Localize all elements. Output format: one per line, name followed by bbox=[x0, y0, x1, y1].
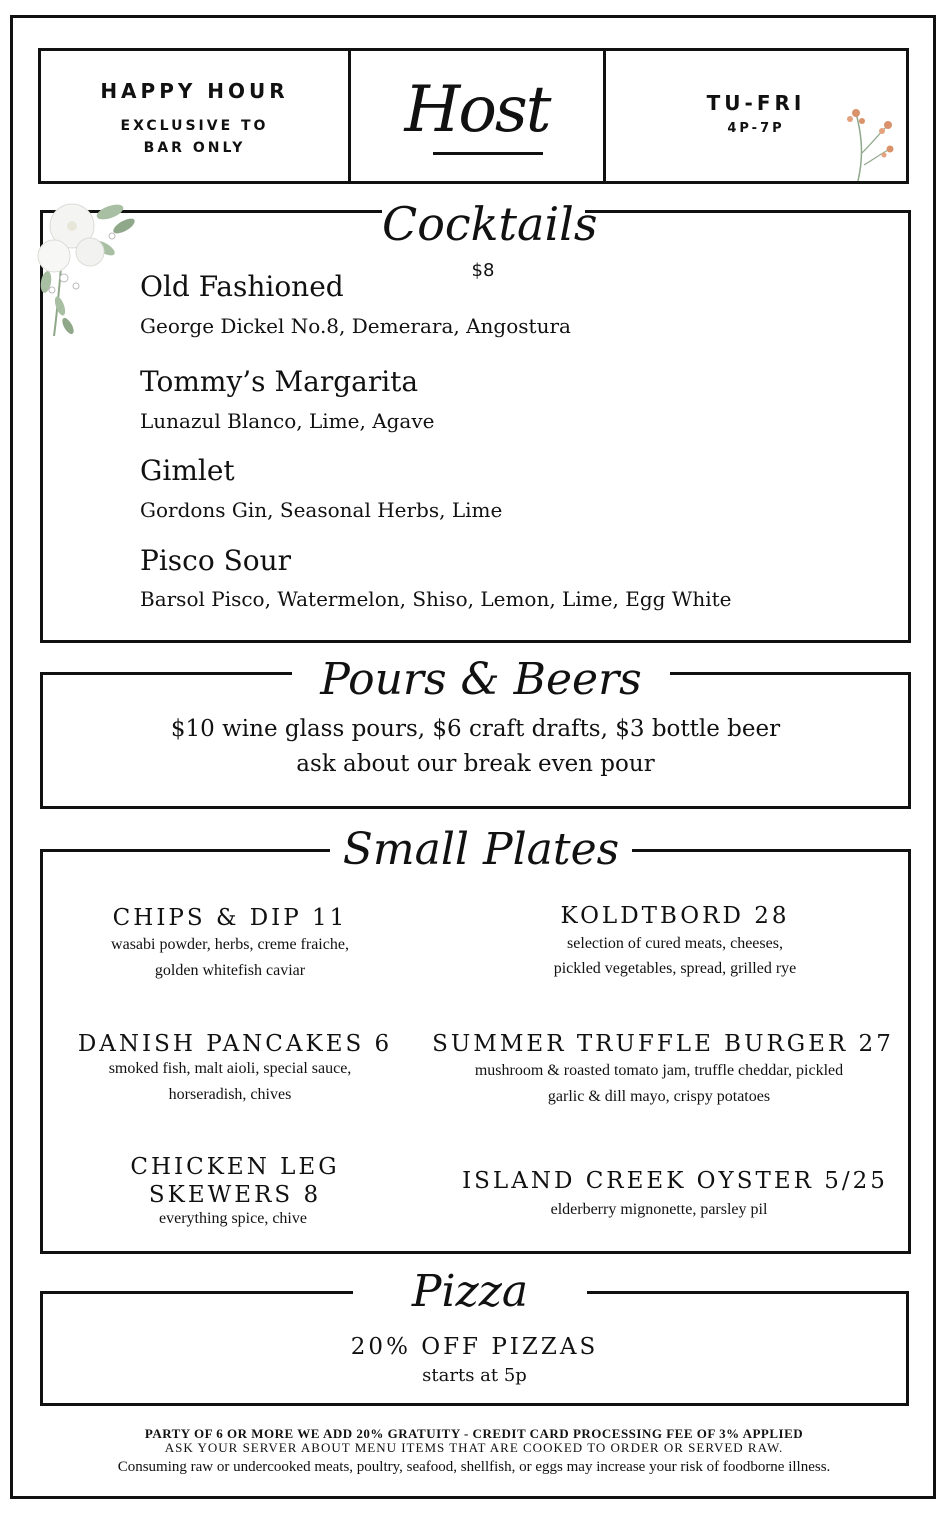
plate-name-truffle-burger: SUMMER TRUFFLE BURGER 27 bbox=[432, 1031, 894, 1057]
days-label: TU-FRI bbox=[706, 91, 806, 115]
cocktails-price: $8 bbox=[471, 260, 495, 281]
plate-desc-chips-dip-2: golden whitefish caviar bbox=[154, 962, 306, 979]
pizza-offer: 20% OFF PIZZAS bbox=[350, 1334, 599, 1360]
plate-name-chicken-skewers-2: SKEWERS 8 bbox=[148, 1182, 322, 1208]
pours-line-2: ask about our break even pour bbox=[296, 751, 655, 777]
cocktails-title: Cocktails bbox=[382, 192, 585, 256]
small-plates-title: Small Plates bbox=[330, 820, 632, 880]
bar-only-line: BAR ONLY bbox=[143, 140, 246, 156]
plate-desc-chips-dip-1: wasabi powder, herbs, creme fraiche, bbox=[111, 936, 349, 953]
hours-label: 4P-7P bbox=[727, 121, 785, 136]
logo-cell bbox=[348, 48, 606, 184]
cocktail-desc-old-fashioned: George Dickel No.8, Demerara, Angostura bbox=[140, 314, 571, 338]
plate-name-oyster: ISLAND CREEK OYSTER 5/25 bbox=[462, 1168, 888, 1194]
raw-items-notice: ASK YOUR SERVER ABOUT MENU ITEMS THAT ARE COOKED TO ORDER OR SERVED RAW. bbox=[164, 1440, 784, 1455]
plate-desc-koldtbord-2: pickled vegetables, spread, grilled rye bbox=[553, 960, 797, 977]
hours-cell bbox=[603, 48, 909, 184]
cocktail-desc-gimlet: Gordons Gin, Seasonal Herbs, Lime bbox=[140, 498, 503, 522]
cocktail-name-pisco-sour: Pisco Sour bbox=[140, 544, 292, 577]
plate-desc-truffle-burger-2: garlic & dill mayo, crispy potatoes bbox=[547, 1088, 771, 1105]
exclusive-line: EXCLUSIVE TO bbox=[120, 118, 269, 134]
plate-name-koldtbord: KOLDTBORD 28 bbox=[560, 903, 790, 929]
plate-desc-oyster: elderberry mignonette, parsley pil bbox=[550, 1201, 768, 1218]
pizza-title: Pizza bbox=[353, 1262, 587, 1322]
cocktail-name-margarita: Tommy’s Margarita bbox=[140, 365, 419, 398]
orange-wildflower-icon bbox=[838, 103, 898, 183]
plate-name-chicken-skewers-1: CHICKEN LEG bbox=[130, 1154, 340, 1180]
happy-hour-cell bbox=[38, 48, 351, 184]
cocktail-desc-pisco-sour: Barsol Pisco, Watermelon, Shiso, Lemon, Lime, Egg White bbox=[140, 587, 732, 611]
cocktail-name-old-fashioned: Old Fashioned bbox=[140, 270, 344, 303]
plate-desc-koldtbord-1: selection of cured meats, cheeses, bbox=[567, 935, 783, 952]
pours-title: Pours & Beers bbox=[292, 650, 670, 710]
pizza-start-time: starts at 5p bbox=[422, 1365, 527, 1386]
plate-desc-danish-pancakes-1: smoked fish, malt aioli, special sauce, bbox=[108, 1060, 352, 1077]
pours-line-1: $10 wine glass pours, $6 craft drafts, $3 bottle beer bbox=[170, 716, 781, 742]
white-flower-bouquet-icon bbox=[24, 186, 144, 346]
logo-underline bbox=[433, 152, 543, 155]
plate-desc-danish-pancakes-2: horseradish, chives bbox=[168, 1086, 292, 1103]
happy-hour-title: HAPPY HOUR bbox=[100, 79, 289, 103]
gratuity-notice: PARTY OF 6 OR MORE WE ADD 20% GRATUITY - CREDIT CARD PROCESSING FEE OF 3% APPLIED bbox=[144, 1426, 804, 1441]
plate-desc-truffle-burger-1: mushroom & roasted tomato jam, truffle cheddar, pickled bbox=[474, 1062, 844, 1079]
cocktail-desc-margarita: Lunazul Blanco, Lime, Agave bbox=[140, 409, 435, 433]
plate-desc-chicken-skewers: everything spice, chive bbox=[159, 1210, 307, 1227]
plate-name-chips-dip: CHIPS & DIP 11 bbox=[112, 905, 348, 931]
foodborne-warning: Consuming raw or undercooked meats, poultry, seafood, shellfish, or eggs may increase your risk of foodborne illness. bbox=[117, 1459, 831, 1475]
plate-name-danish-pancakes: DANISH PANCAKES 6 bbox=[77, 1031, 393, 1057]
host-logo: Host bbox=[404, 73, 550, 147]
cocktail-name-gimlet: Gimlet bbox=[140, 454, 235, 487]
